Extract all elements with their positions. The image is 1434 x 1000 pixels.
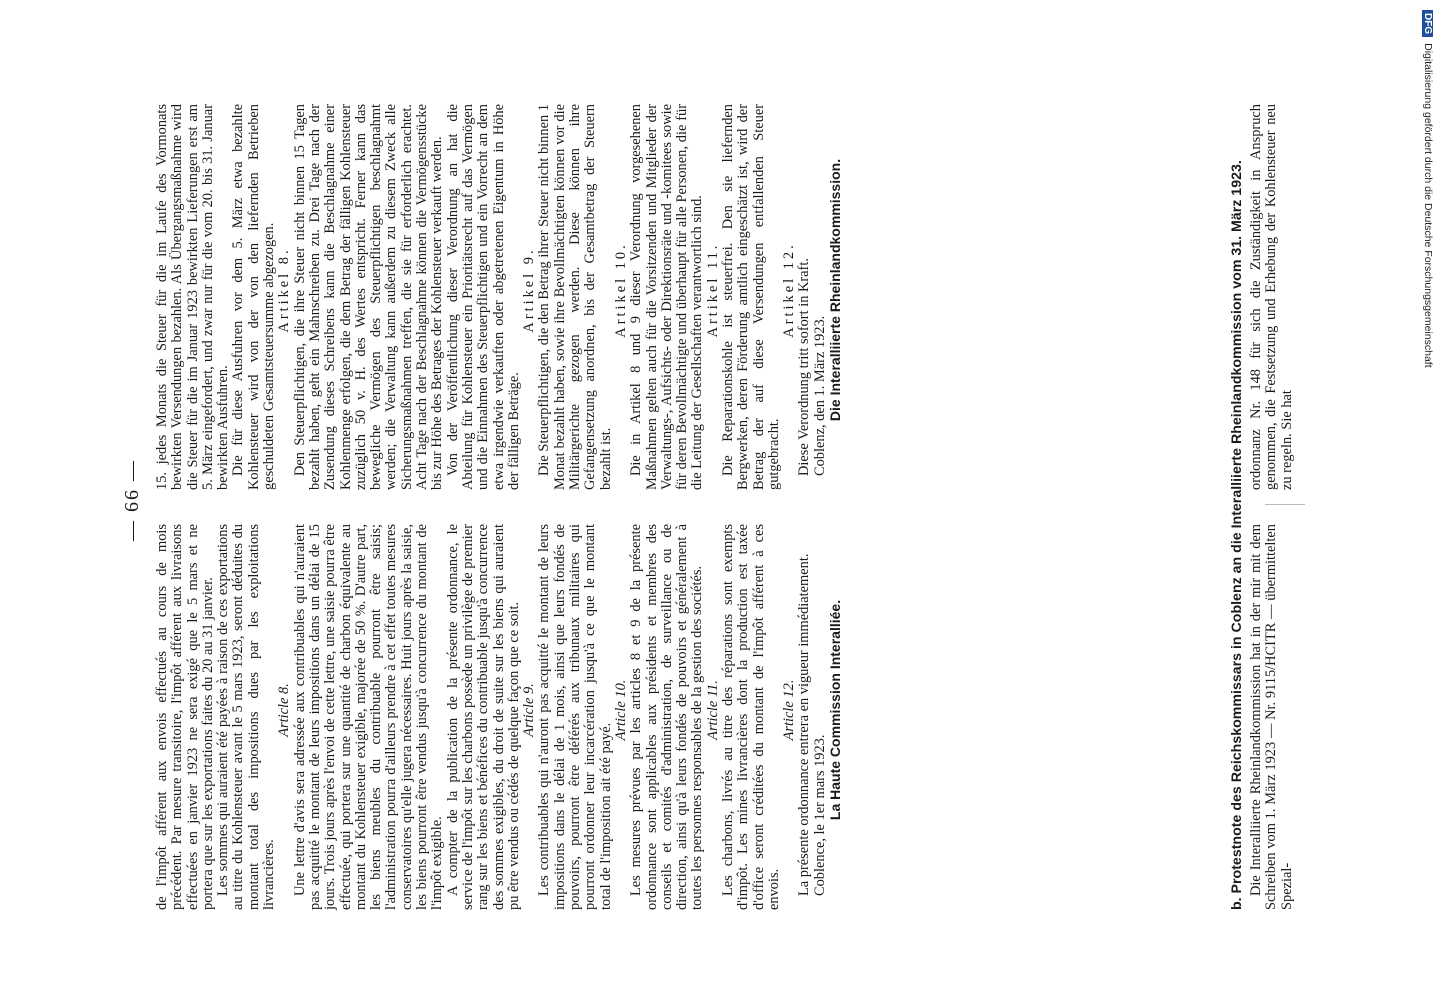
document-page [115, 90, 1330, 910]
de-signature: Die Interalliierte Rheinlandkommission. [827, 158, 844, 422]
fr-article-8-paragraph-1: Une lettre d'avis sera adressée aux contribuables qui n'auraient pas acquitté le montant de leurs impositions dans un délai de 15 jours. Trois jours après l'envoi de cette lettre, une saisie pourra être effectuée, qui portera sur une quantité de charbon équivalente au montant du Kohlensteuer exigible, majorée de 50 %. D'autre part, les biens meubles du contribuable pourront être saisis; l'administration pourra d'ailleurs prendre à cet effet toutes mesures conservatoires qu'elle jugera nécessaires. Huit jours après la saisie, les biens pourront être vendus jusqu'à concurrence du montant de l'impôt exigible. [291, 524, 446, 910]
de-article-8-paragraph-2: Von der Veröffentlichung dieser Verordnung an hat die Abteilung für Kohlensteuer ein Prioritätsrecht auf das Vermögen und die Einnahmen des Steuerpflichtigen und ein Vorrecht an dem etwa irgendwie verkauften oder abgetretenen Eigentum in Höhe der fälligen Beträge. [444, 104, 522, 490]
fr-article-11-heading: Article 11. [704, 680, 721, 740]
de-article-8-paragraph-1: Den Steuerpflichtigen, die ihre Steuer nicht binnen 15 Tagen bezahlt haben, geht ein Mahnschreiben zu. Drei Tage nach der Zusendung dieses Schreibens kann die Beschlagnahme einer Kohlenmenge erfolgen, die dem Betrag der fälligen Kohlensteuer zuzüglich 50 v. H. des Wertes entspricht. Ferner kann das bewegliche Vermögen des Steuerpflichtigen beschlagnahmt werden; die Verwaltung kann außerdem zu diesem Zweck alle Sicherungsmaßnahmen treffen, die sie für erforderlich erachtet. Acht Tage nach der Beschlagnahme können die Vermögensstücke bis zur Höhe des Betrages der Kohlensteuer verkauft werden. [291, 104, 446, 490]
section-b-columns [1249, 90, 1319, 910]
de-place-date: Coblenz, den 1. März 1923. [811, 315, 828, 476]
de-article-11-paragraph: Die Reparationskohle ist steuerfrei. Den sie liefernden Bergwerken, deren Förderung amtlich eingeschätzt ist, wird der Betrag der auf diese Versendungen entfallenden Steuer gutgebracht. [719, 104, 782, 490]
french-column [155, 524, 843, 910]
section-b-right-text: ordonnanz Nr. 148 für sich die Zuständigkeit in Anspruch genommen, die Festsetzung und Erhebung der Kohlensteuer neu zu regeln. Sie hat [1248, 104, 1295, 490]
fr-article-12-heading: Article 12. [781, 679, 798, 741]
de-article-10-paragraph: Die in Artikel 8 und 9 dieser Verordnung vorgesehenen Maßnahmen gelten auch für die Vorsitzenden und Mitglieder der Verwaltungs-, Aufsichts- oder Direktionsräte und -komitees sowie für deren Bevollmächtigte und überhaupt für alle Personen, die für die Leitung der Gesellschaften verantwortlich sind. [628, 104, 706, 490]
fr-signature: La Haute Commission Interalliée. [827, 599, 844, 821]
de-intro-paragraph-1: 15. jedes Monats die Steuer für die im Laufe des Vormonats bewirkten Versendungen bezahlen. Als Übergangsmaßnahme wird die Steuer für die im Januar 1923 bewirkten Lieferungen erst am 5. März eingefordert, und zwar nur für die vom 20. bis 31. Januar bewirkten Ausfuhren. [154, 104, 232, 490]
fr-article-10-paragraph: Les mesures prévues par les articles 8 et 9 de la présente ordonnance sont applicables aux présidents et membres des conseils et comités d'administration, de surveillance ou de direction, ainsi qu'à leurs fondés de pouvoirs et généralement à toutes les personnes responsables de la gestion des sociétés. [628, 524, 706, 910]
fr-article-9-paragraph: Les contribuables qui n'auront pas acquitté le montant de leurs impositions dans le délai de 1 mois, ainsi que leurs fondés de pouvoirs, pourront être déférés aux tribunaux militaires qui pourront ordonner leur incarcération jusqu'à ce que le montant total de l'imposition ait été payé. [536, 524, 614, 910]
de-intro-paragraph-2: Die für diese Ausfuhren vor dem 5. März etwa bezahlte Kohlensteuer wird von der von den liefernden Betrieben geschuldeten Gesamtsteuersumme abgezogen. [230, 104, 278, 490]
section-b-left-text: Die Interalliierte Rheinlandkommission hat in der mir mit dem Schreiben vom 1. März 1923 — Nr. 9115/HCITR — übermittelten Spezial- [1248, 524, 1295, 910]
fr-article-8-paragraph-2: A compter de la publication de la présente ordonnance, le service de l'impôt sur les charbons possède un privilège de premier rang sur les biens et bénéfices du contribuable jusqu'à concurrence des sommes exigibles, du droit de suite sur les biens qui auraient pu être vendus ou cédés de quelque façon que ce soit. [444, 524, 522, 910]
column-divider [1265, 504, 1305, 505]
section-b [1229, 90, 1319, 910]
fr-article-12-paragraph: La présente ordonnance entrera en vigueur immédiatement. [796, 553, 813, 896]
de-article-9-paragraph: Die Steuerpflichtigen, die den Betrag ihrer Steuer nicht binnen 1 Monat bezahlt haben, sowie ihre Bevollmächtigten können vor die Militärgerichte gezogen werden. Diese können ihre Gefangensetzung anordnen, bis der Gesamtbetrag der Steuern bezahlt ist. [536, 104, 614, 490]
de-article-11-heading: Artikel 11. [704, 242, 721, 338]
fr-place-date: Coblence, le 1er mars 1923. [811, 734, 828, 896]
digitization-notice-text: Digitalisierung gefördert durch die Deutsche Forschungsgemeinschaft [1422, 43, 1434, 368]
de-article-12-heading: Artikel 12. [781, 242, 798, 338]
german-column [155, 104, 843, 490]
fr-intro-paragraph-1: de l'impôt afférent aux envois effectués au cours de mois précédent. Par mesure transitoire, l'impôt afférent aux livraisons effectuées en janvier 1923 ne sera exigé que le 5 mars et ne portera que sur les exportations faites du 20 au 31 janvier. [154, 524, 216, 910]
section-b-title: b. Protestnote des Reichskommissars in Coblenz an die Interalliierte Rheinlandkommission vom 31. März 1923. [1229, 160, 1245, 910]
dfg-logo: DFG [1422, 10, 1433, 37]
fr-intro-paragraph-2: Les sommes qui auraient été payées à raison de ces exportations au titre du Kohlensteuer avant le 5 mars 1923, seront déduites du montant total des impositions dues par les exploitations livrancières. [215, 524, 278, 910]
de-article-8-heading: Artikel 8. [276, 247, 293, 333]
page-number: — 66 — [121, 459, 143, 541]
fr-article-8-heading: Article 8. [276, 683, 293, 737]
de-article-12-paragraph: Diese Verordnung tritt sofort in Kraft. [796, 258, 813, 476]
digitization-notice-rotated [1422, 10, 1434, 368]
fr-article-10-heading: Article 10. [612, 679, 629, 741]
digitization-notice [1418, 10, 1434, 1000]
de-article-10-heading: Artikel 10. [612, 242, 629, 338]
de-article-9-heading: Artikel 9. [521, 247, 538, 333]
fr-article-11-paragraph: Les charbons, livrés au titre des réparations sont exempts d'impôt. Les mines livrancières dont la production est taxée d'office seront créditées du montant de l'impôt afférent à ces envois. [719, 524, 782, 910]
fr-article-9-heading: Article 9. [521, 683, 538, 737]
